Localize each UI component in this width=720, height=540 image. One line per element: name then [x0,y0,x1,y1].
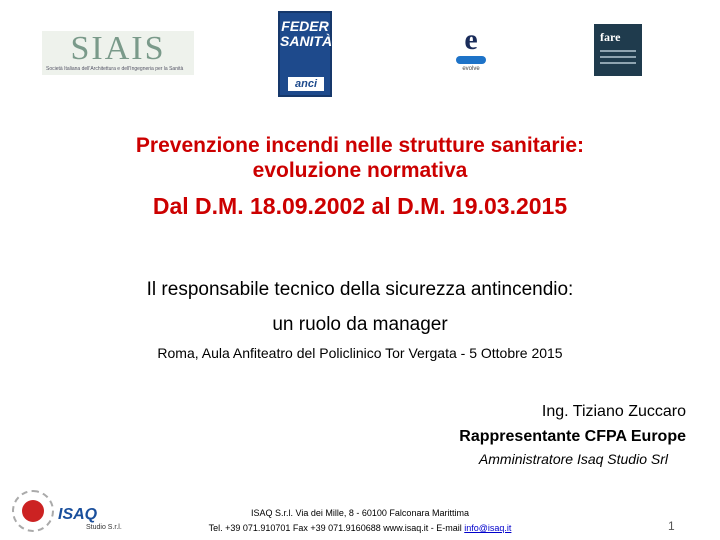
fare-logo-line [600,50,636,52]
siais-logo [42,31,194,75]
evolve-logo-letter: e [464,23,478,56]
title-line-2: evoluzione normativa [252,159,468,182]
evolve-logo-swoosh [456,56,486,64]
subtitle-line-2: un ruolo da manager [272,314,448,335]
evolve-logo-caption: evolve [462,66,480,72]
isaq-logo-sub: Studio S.r.l. [86,524,122,531]
title-line-1: Prevenzione incendi nelle strutture sanitarie: [135,134,585,157]
speaker-role: Rappresentante CFPA Europe [459,428,686,445]
fare-logo-text: fare [600,30,621,44]
speaker-name: Ing. Tiziano Zuccaro [541,403,686,420]
federsanita-logo [278,11,332,97]
evolve-logo [442,24,500,76]
fare-logo [594,24,642,76]
federsanita-logo-text: FEDER SANITÀ [280,18,333,49]
fare-logo-line [600,62,636,64]
title-line-3: Dal D.M. 18.09.2002 al D.M. 19.03.2015 [152,193,568,219]
speaker-company: Amministratore Isaq Studio Srl [478,451,668,467]
venue-text: Roma, Aula Anfiteatro del Policlinico Tor Vergata - 5 Ottobre 2015 [157,345,563,361]
isaq-logo-name: ISAQ [58,506,98,523]
footer-contacts [0,523,720,533]
fare-logo-line [600,56,636,58]
page-number: 1 [668,519,675,533]
anci-logo-text: anci [288,77,324,91]
siais-logo-subtitle: Società Italiana dell'Architettura e dell'Ingegneria per la Sanità [46,66,184,72]
footer-address: ISAQ S.r.l. Via dei Mille, 8 - 60100 Falconara Marittima [251,508,469,518]
subtitle-line-1: Il responsabile tecnico della sicurezza antincendio: [146,279,574,300]
footer-contacts-text: Tel. +39 071.910701 Fax +39 071.9160688 www.isaq.it - E-mail [208,523,462,533]
siais-logo-letters: SIAIS [70,30,166,67]
footer-email-link[interactable]: info@isaq.it [464,523,512,533]
